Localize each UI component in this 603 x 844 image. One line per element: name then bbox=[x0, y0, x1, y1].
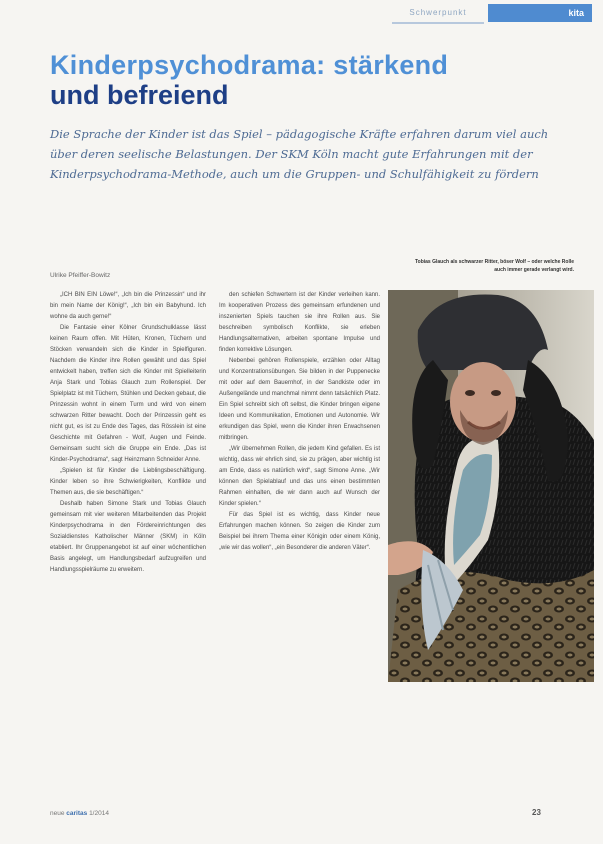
paragraph: Nebenbei gehören Rollenspiele, erzählen oder Alltag und Konzentrationsübungen. Sie bilden in der Puppenecke mit oder auf dem Bauernhof, in der Sandkiste oder im Außengelände und manchmal nimmt denn tatsächlich Platz. Ein Spiel schreibt sich oft selbst, die Kinder bringen eigene Ideen und Kommunikation, Emotionen und Autonomie. Wir erkundigen das Spiel, wenn die Kinder ihren Erwachsenen mitbringen. bbox=[219, 358, 380, 441]
paragraph: Für das Spiel ist es wichtig, dass Kinder neue Erfahrungen machen können. So zeigen die Kinder zum Beispiel bei ihrem Thema einer Königin oder einem König, „wie wir das wollen“, „ein Besonderer die anderen Väter“. bbox=[219, 512, 380, 551]
footer-prefix: neue bbox=[50, 810, 65, 817]
article-photo bbox=[388, 290, 594, 682]
text-column-2 bbox=[219, 290, 380, 554]
photo-caption: Tobias Glauch als schwarzer Ritter, böser Wolf – oder welche Rolle auch immer gerade verlangt wird. bbox=[414, 259, 574, 273]
costumed-person-photo bbox=[388, 290, 594, 682]
article-title-line1: Kinderpsychodrama: stärkend bbox=[50, 50, 449, 80]
text-column-1 bbox=[50, 290, 206, 576]
article-author: Ulrike Pfeiffer-Bowitz bbox=[50, 272, 111, 279]
footer-issue-number: 1/2014 bbox=[89, 810, 109, 817]
page-number: 23 bbox=[532, 808, 541, 817]
section-label: Schwerpunkt bbox=[392, 8, 484, 24]
paragraph: „Wir übernehmen Rollen, die jedem Kind gefallen. Es ist wichtig, dass wir ehrlich sind, sie zu prägen, aber wichtig ist am Ende, dass es natürlich wird“, sagt Simone Anne. „Wir können den Spielablauf und das uns einen bestimmten Rahmen einhalten, die wir dann auch auf Wunsch der Kinder spielen.“ bbox=[219, 446, 380, 507]
article-lead: Die Sprache der Kinder ist das Spiel – pädagogische Kräfte erfahren darum viel auch über deren seelische Belastungen. Der SKM Köln macht gute Erfahrungen mit der Kinderpsychodrama-Methode, auch um die Gruppen- und Schulfähigkeit zu fördern bbox=[50, 127, 549, 181]
section-tab: kita bbox=[488, 4, 592, 22]
paragraph: „Spielen ist für Kinder die Lieblingsbeschäftigung. Kinder leben so ihre Schwierigkeiten, Konflikte und Themen aus, die sie beschäftigen.“ bbox=[50, 468, 206, 496]
article-title-line2: und befreiend bbox=[50, 80, 229, 110]
paragraph: Deshalb haben Simone Stark und Tobias Glauch gemeinsam mit vier weiteren Mitarbeitenden das Projekt Kinderpsychodrama in den Fördereinrichtungen des Sozialdienstes Katholischer Männer (SKM) in Köln etabliert. Ihr Gruppenangebot ist auf einer wöchentlichen Basis angelegt, um Handlungsbedarf aufzugreifen und Handlungsspielräume zu erweitern. bbox=[50, 501, 206, 573]
paragraph: „ICH BIN EIN Löwe!“, „Ich bin die Prinzessin“ und ihr bin mein Name der König!“, „Ich bin ein Babyhund. Ich wohne da auch gerne!“ bbox=[50, 292, 206, 320]
footer-magazine: caritas bbox=[66, 810, 88, 817]
paragraph: Die Fantasie einer Kölner Grundschulklasse lässt keinen Raum offen. Mit Hüten, Kronen, Tüchern und Stöcken verwandeln sich die Kinder in Spielfiguren. Nachdem die Kinder ihre Rollen gewählt und das Spiel entwickelt haben, treffen sich die Kinder mit Spielleiterin Anja Stark und Tobias Glauch zum Rollenspiel. Der Spielplatz ist mit Tüchern, Stühlen und Decken gebaut, die Prinzessin wohnt in einem Turm und wird von einem schwarzen Ritter bewacht. Doch der Prinzessin geht es nicht gut, es ist zu Ende des Tages, das Rösslein ist eine Geschichte mit Gefahren - Wolf, Augen und Feinde. Gemeinsam sucht sich die Gruppe ein Ende. „Das ist Kinder-Psychodrama“, sagt Heinzmann Schneider Anne. bbox=[50, 325, 206, 463]
footer-issue bbox=[50, 810, 109, 817]
paragraph: den schiefen Schwertern ist der Kinder verleihen kann. Im kooperativen Prozess des gemeinsam erfundenen und inszenierten Spiels tauchen sie ihre Rollen aus. Sie beschreiben symbolisch Konflikte, sie erleben Handlungsalternativen, arbeiten spontane Impulse und finden korrektive Lösungen. bbox=[219, 292, 380, 353]
